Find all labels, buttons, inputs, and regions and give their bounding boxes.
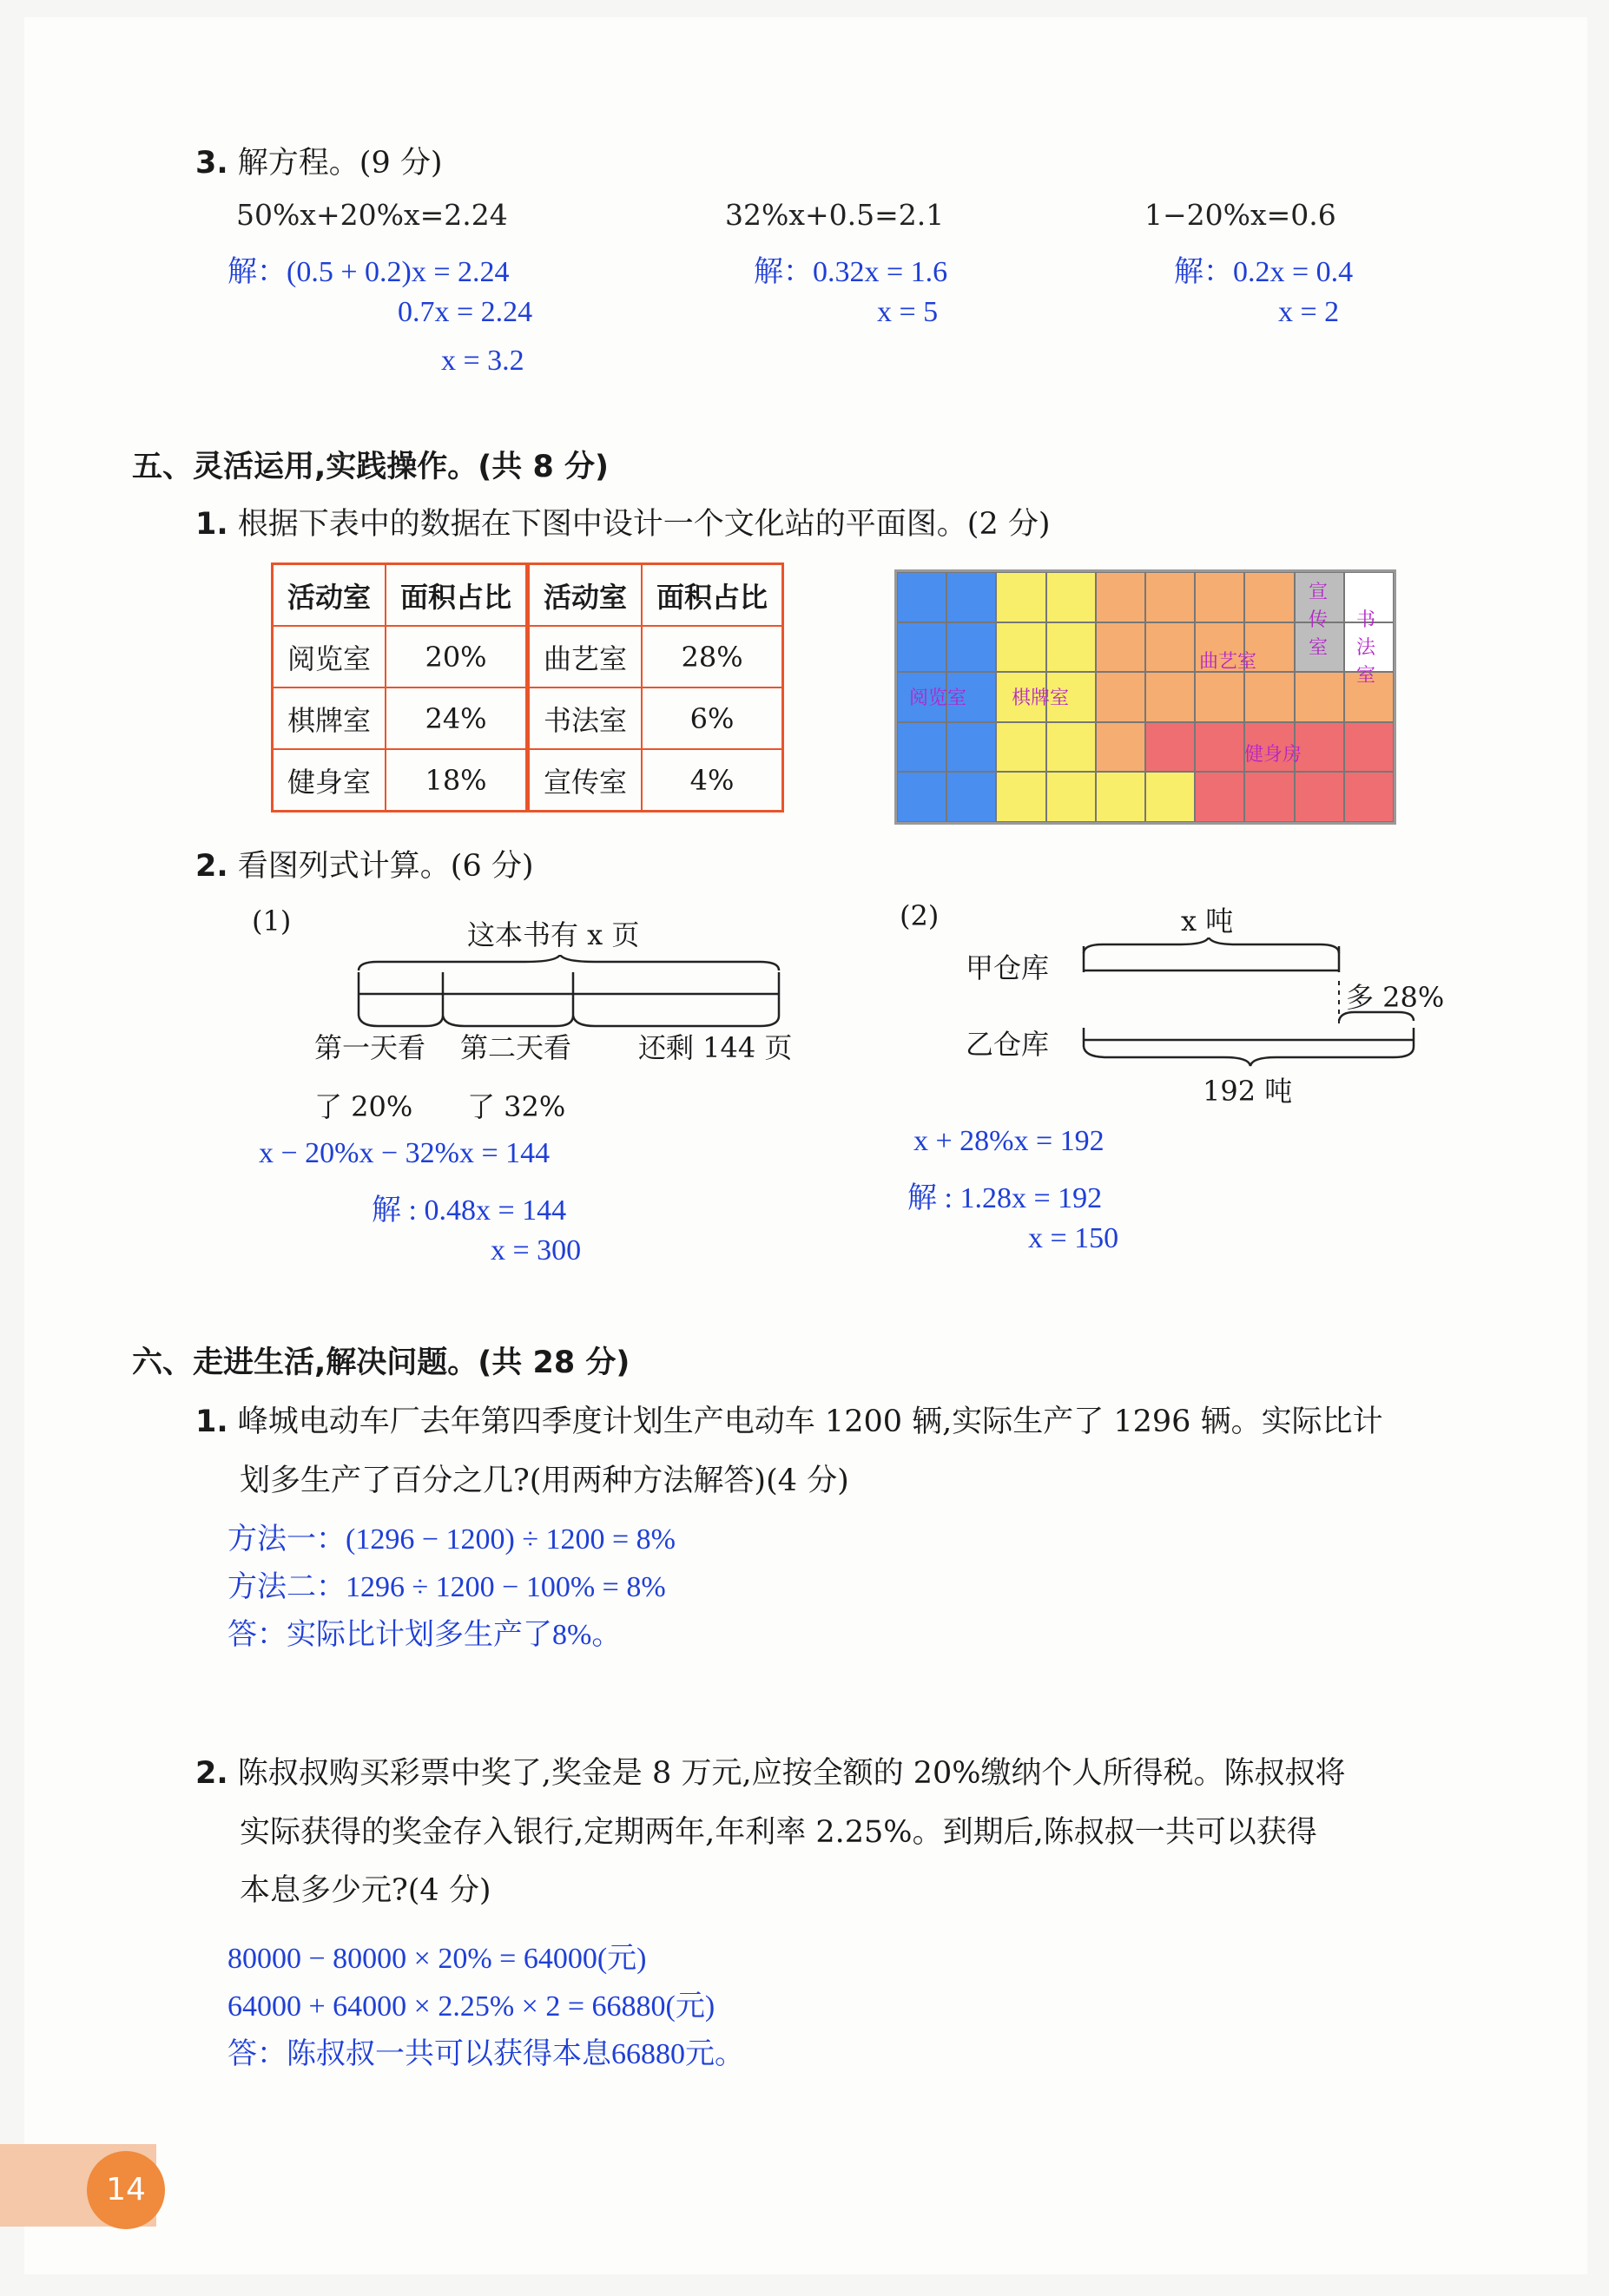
table-row — [273, 626, 783, 687]
table-cell: 健身室 — [273, 749, 386, 812]
s6-q2-answer-line: 答：陈叔叔一共可以获得本息66880元。 — [228, 2038, 744, 2070]
s6-q1-text-2: 划多生产了百分之几?(用两种方法解答)(4 分) — [240, 1464, 849, 1498]
room-label-calligraphy: 书法室 — [1355, 609, 1375, 687]
diagram-1-segment-2: 第二天看 — [460, 1031, 572, 1064]
table-cell: 书法室 — [528, 687, 643, 749]
diagram-1-segment-2-pct: 了 32% — [467, 1090, 566, 1123]
grid-cell-opera — [1145, 672, 1195, 722]
diagram-1-segment-3: 还剩 144 页 — [638, 1031, 793, 1064]
s6-q2-answer-line: 80000 − 80000 × 20% = 64000(元) — [228, 1943, 647, 1975]
diagram-2-more: 多 28% — [1346, 981, 1445, 1014]
s6-q2-text-3: 本息多少元?(4 分) — [240, 1873, 491, 1908]
grid-cell-gym — [1295, 722, 1344, 773]
grid-cell-gym — [1244, 772, 1294, 822]
grid-cell-reading — [946, 622, 996, 673]
table-header: 面积占比 — [386, 564, 528, 627]
s5-q1 — [195, 500, 1051, 543]
table-header: 面积占比 — [642, 564, 783, 627]
s5-q2 — [195, 842, 534, 885]
table-cell: 4% — [642, 749, 783, 812]
eq1-solution-line: 0.7x = 2.24 — [398, 296, 533, 328]
grid-cell-chess — [1046, 572, 1096, 622]
grid-cell-reading — [897, 772, 946, 822]
grid-cell-gym — [1145, 722, 1195, 773]
grid-cell-opera — [1096, 572, 1145, 622]
room-label-opera: 曲艺室 — [1199, 651, 1257, 673]
table-row — [273, 749, 783, 812]
grid-cell-gym — [1344, 722, 1394, 773]
eq3-solution-line: x = 2 — [1278, 296, 1340, 328]
grid-cell-chess — [996, 722, 1045, 773]
grid-cell-reading — [897, 722, 946, 773]
s6-q1-answer-line: 答：实际比计划多生产了8%。 — [228, 1619, 622, 1651]
diagram-1-solution-line: x − 20%x − 32%x = 144 — [259, 1137, 551, 1169]
equation-1: 50%x+20%x=2.24 — [236, 198, 508, 232]
section-6-title: 六、走进生活,解决问题。(共 28 分) — [132, 1345, 630, 1380]
diagram-2-row-2: 乙仓库 — [966, 1028, 1050, 1061]
diagram-2-solution-line: x + 28%x = 192 — [913, 1125, 1105, 1157]
grid-cell-opera — [1244, 672, 1294, 722]
diagram-2-total: x 吨 — [1181, 905, 1234, 937]
table-cell: 24% — [386, 687, 528, 749]
table-cell: 28% — [642, 626, 783, 687]
grid-cell-chess — [1046, 722, 1096, 773]
grid-cell-reading — [946, 722, 996, 773]
diagram-2-solution-line: 解 : 1.28x = 192 — [907, 1182, 1103, 1214]
grid-cell-reading — [897, 572, 946, 622]
table-cell: 宣传室 — [528, 749, 643, 812]
s3-heading — [195, 139, 443, 182]
s5-q1-number: 1. — [195, 507, 228, 542]
s3-number: 3. — [195, 146, 228, 181]
table-row — [273, 687, 783, 749]
grid-cell-chess — [1145, 772, 1195, 822]
diagram-1-bar — [352, 955, 786, 1033]
grid-cell-opera — [1145, 572, 1195, 622]
diagram-2-bottom: 192 吨 — [1203, 1075, 1293, 1108]
s6-q2-text-1: 陈叔叔购买彩票中奖了,奖金是 8 万元,应按全额的 20%缴纳个人所得税。陈叔叔将 — [237, 1756, 1346, 1791]
s6-q2-text-2: 实际获得的奖金存入银行,定期两年,年利率 2.25%。到期后,陈叔叔一共可以获得 — [240, 1815, 1317, 1850]
grid-cell-reading — [897, 622, 946, 673]
grid-cell-opera — [1195, 572, 1244, 622]
grid-cell-chess — [1046, 772, 1096, 822]
diagram-2-label: (2) — [900, 899, 940, 932]
grid-cell-opera — [1096, 622, 1145, 673]
diagram-1-solution-line: 解 : 0.48x = 144 — [372, 1194, 567, 1227]
s6-q2-number: 2. — [195, 1756, 228, 1791]
table-cell: 6% — [642, 687, 783, 749]
room-label-reading: 阅览室 — [909, 687, 967, 709]
grid-cell-reading — [946, 772, 996, 822]
diagram-2-row-1: 甲仓库 — [966, 951, 1050, 984]
s6-q1-number: 1. — [195, 1405, 228, 1439]
room-label-gym: 健身房 — [1244, 744, 1302, 766]
diagram-1-segment-1: 第一天看 — [314, 1031, 426, 1064]
grid-cell-chess — [1096, 772, 1145, 822]
area-ratio-table — [271, 562, 784, 812]
grid-cell-reading — [946, 572, 996, 622]
grid-cell-chess — [996, 572, 1045, 622]
grid-cell-gym — [1195, 772, 1244, 822]
section-5-title: 五、灵活运用,实践操作。(共 8 分) — [132, 450, 610, 484]
s6-q1-answer-line: 方法二：1296 ÷ 1200 − 100% = 8% — [228, 1571, 666, 1603]
equation-2: 32%x+0.5=2.1 — [725, 198, 945, 232]
page-number: 14 — [87, 2151, 165, 2229]
s5-q2-number: 2. — [195, 849, 228, 884]
grid-cell-opera — [1145, 622, 1195, 673]
table-cell: 18% — [386, 749, 528, 812]
table-cell: 棋牌室 — [273, 687, 386, 749]
s5-q2-text: 看图列式计算。(6 分) — [237, 849, 534, 884]
equation-3: 1−20%x=0.6 — [1144, 198, 1336, 232]
diagram-1-segment-1-pct: 了 20% — [314, 1090, 413, 1123]
floor-plan-grid — [894, 569, 1396, 825]
s6-q2-answer-line: 64000 + 64000 × 2.25% × 2 = 66880(元) — [228, 1990, 715, 2023]
room-label-publicity: 宣传室 — [1308, 582, 1328, 659]
eq2-solution-line: 解：0.32x = 1.6 — [754, 256, 948, 288]
eq3-solution-line: 解：0.2x = 0.4 — [1174, 256, 1354, 288]
grid-cell-gym — [1195, 722, 1244, 773]
grid-cell-opera — [1244, 572, 1294, 622]
diagram-1-total: 这本书有 x 页 — [467, 918, 640, 951]
diagram-1-solution-line: x = 300 — [491, 1234, 582, 1266]
table-header: 活动室 — [528, 564, 643, 627]
s6-q1-answer-line: 方法一：(1296 − 1200) ÷ 1200 = 8% — [228, 1523, 676, 1556]
grid-cell-gym — [1295, 772, 1344, 822]
table-cell: 阅览室 — [273, 626, 386, 687]
grid-cell-chess — [1046, 622, 1096, 673]
eq1-solution-line: 解：(0.5 + 0.2)x = 2.24 — [228, 256, 510, 288]
grid-cell-gym — [1344, 772, 1394, 822]
table-cell: 曲艺室 — [528, 626, 643, 687]
table-cell: 20% — [386, 626, 528, 687]
s6-q1-text-1: 峰城电动车厂去年第四季度计划生产电动车 1200 辆,实际生产了 1296 辆。实际比计 — [237, 1405, 1383, 1439]
s6-q2-line-1 — [195, 1749, 1346, 1793]
eq1-solution-line: x = 3.2 — [441, 345, 524, 377]
s3-title: 解方程。(9 分) — [237, 146, 443, 181]
grid-cell-opera — [1096, 672, 1145, 722]
diagram-2-solution-line: x = 150 — [1028, 1222, 1119, 1254]
eq2-solution-line: x = 5 — [877, 296, 939, 328]
s5-q1-text: 根据下表中的数据在下图中设计一个文化站的平面图。(2 分) — [237, 507, 1051, 542]
table-header: 活动室 — [273, 564, 386, 627]
grid-cell-opera — [1295, 672, 1344, 722]
table-header-row — [273, 564, 783, 627]
grid-cell-chess — [996, 772, 1045, 822]
diagram-1-label: (1) — [252, 905, 292, 937]
room-label-chess: 棋牌室 — [1012, 687, 1070, 709]
s6-q1-line-1 — [195, 1398, 1383, 1441]
grid-cell-opera — [1195, 672, 1244, 722]
grid-cell-chess — [996, 622, 1045, 673]
grid-cell-opera — [1096, 722, 1145, 773]
